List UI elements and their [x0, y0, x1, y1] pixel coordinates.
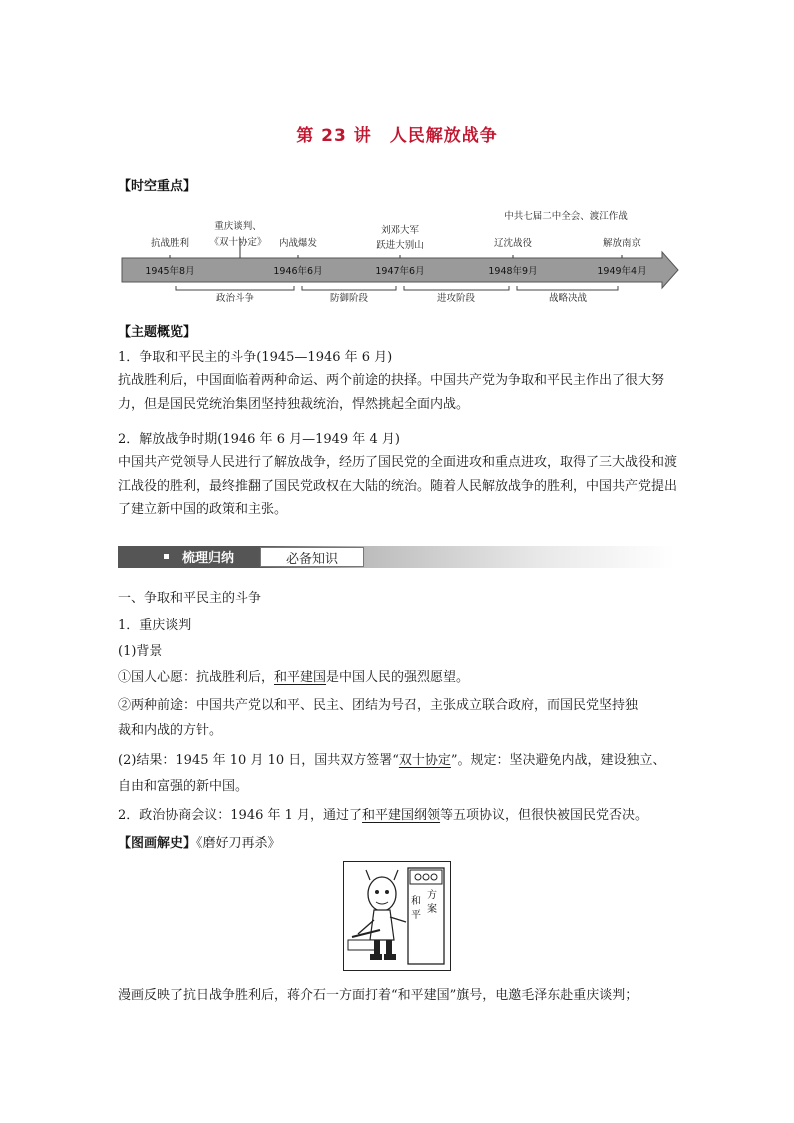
- timeline-event-label: 内战爆发: [278, 238, 318, 249]
- section-banner: [118, 546, 674, 568]
- phase-label: 政治斗争: [215, 293, 255, 304]
- section-heading: 一、争取和平民主的斗争: [118, 591, 262, 606]
- timeline-event-label: 辽沈战役: [493, 238, 533, 249]
- overview-item-title: 2．解放战争时期(1946 年 6 月—1949 年 4 月): [118, 432, 400, 447]
- cartoon-sign-char: 方: [427, 890, 437, 901]
- timeline-event-label: 中共七届二中全会、渡江作战: [504, 211, 628, 222]
- underlined-term: 双十协定: [398, 753, 451, 768]
- cartoon-caption: 漫画反映了抗日战争胜利后，蒋介石一方面打着“和平建国”旗号，电邀毛泽东赴重庆谈判；: [118, 988, 639, 1003]
- underlined-term: 和平建国纲领: [362, 808, 441, 823]
- paragraph: 2．政治协商会议：1946 年 1 月，通过了和平建国纲领等五项协议，但很快被国民党否决。: [118, 808, 649, 823]
- phase-bracket: [517, 286, 618, 290]
- subsection-heading: 1．重庆谈判: [118, 618, 192, 633]
- page-title: 第 23 讲 人民解放战争: [296, 126, 498, 146]
- timeline-date: 1946年6月: [273, 266, 323, 277]
- timeline-date: 1947年6月: [375, 266, 425, 277]
- paragraph: ①国人心愿：抗战胜利后，和平建国是中国人民的强烈愿望。: [118, 670, 470, 685]
- timeline-date: 1945年8月: [145, 266, 195, 277]
- timeline-heading: 【时空重点】: [118, 179, 197, 194]
- paragraph-line: 自由和富强的新中国。: [118, 779, 249, 794]
- overview-item-text: 抗战胜利后，中国面临着两种命运、两个前途的抉择。中国共产党为争取和平民主作出了很大努力，但是国民党统治集团坚持独裁统治，悍然挑起全面内战。: [118, 373, 665, 412]
- overview-heading: 【主题概览】: [118, 325, 197, 340]
- timeline-event-label: 抗战胜利: [150, 238, 190, 249]
- paragraph-line: ②两种前途：中国共产党以和平、民主、团结为号召，主张成立联合政府，而国民党坚持独: [118, 698, 639, 713]
- timeline-event-label: 跃进大别山: [376, 240, 424, 251]
- overview-item-text: 中国共产党领导人民进行了解放战争，经历了国民党的全面进攻和重点进攻，取得了三大战役和渡江战役的胜利，最终推翻了国民党政权在大陆的统治。随着人民解放战争的胜利，中国共产党提出了建立新中国的政策和主张。: [118, 455, 678, 517]
- cartoon-sign-char: 案: [427, 904, 437, 915]
- cartoon-image: [343, 861, 451, 971]
- timeline-event-label: 解放南京: [602, 238, 642, 249]
- phase-label: 进攻阶段: [436, 293, 476, 304]
- phase-bracket: [176, 286, 294, 290]
- timeline-event-label: 刘邓大军: [380, 225, 420, 236]
- timeline: [118, 202, 684, 306]
- phase-bracket: [404, 286, 509, 290]
- banner-tag: 必备知识: [260, 547, 364, 567]
- paragraph: (2)结果：1945 年 10 月 10 日，国共双方签署“双十协定”。规定：坚决避免内战，建设独立、: [118, 753, 666, 768]
- item-label: (1)背景: [118, 644, 163, 659]
- timeline-event-label: 《双十协定》: [209, 237, 267, 248]
- timeline-event-label: 重庆谈判、: [214, 221, 262, 232]
- paragraph-line: 裁和内战的方针。: [118, 723, 223, 738]
- banner-label: 梳理归纳: [181, 550, 234, 566]
- phase-label: 防御阶段: [329, 293, 369, 304]
- cartoon-sign-char: 和: [411, 896, 421, 907]
- phase-bracket: [302, 286, 396, 290]
- phase-label: 战略决战: [548, 293, 588, 304]
- image-heading: 【图画解史】《磨好刀再杀》: [118, 836, 281, 851]
- underlined-term: 和平建国: [274, 670, 327, 685]
- overview-item-title: 1．争取和平民主的斗争(1945—1946 年 6 月): [118, 350, 393, 365]
- timeline-date: 1949年4月: [597, 266, 647, 277]
- cartoon-sign-char: 平: [411, 910, 421, 921]
- timeline-date: 1948年9月: [488, 266, 538, 277]
